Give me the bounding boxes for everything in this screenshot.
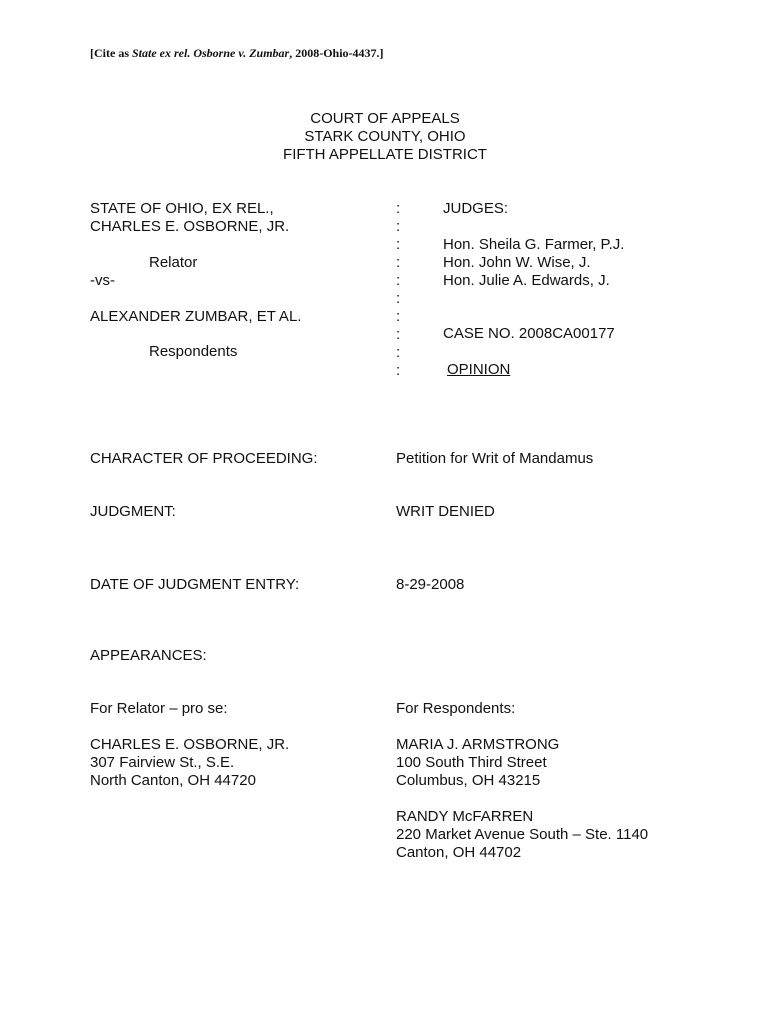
- date-label: DATE OF JUDGMENT ENTRY:: [90, 576, 300, 593]
- court-county: STARK COUNTY, OHIO: [304, 128, 466, 145]
- citation-open: [Cite as: [90, 46, 132, 60]
- appearances-heading: APPEARANCES:: [90, 647, 207, 664]
- relator-line-1: STATE OF OHIO, EX REL.,: [90, 200, 274, 217]
- colon: :: [396, 326, 401, 343]
- colon: :: [396, 236, 401, 253]
- court-name: COURT OF APPEALS: [310, 110, 460, 127]
- citation-line: [90, 44, 384, 62]
- colon: :: [396, 200, 401, 217]
- case-number: CASE NO. 2008CA00177: [443, 325, 615, 342]
- relator-counsel-heading: For Relator – pro se:: [90, 700, 228, 717]
- address-line: RANDY McFARREN: [396, 808, 534, 825]
- judge-name: Hon. John W. Wise, J.: [443, 254, 591, 271]
- colon: :: [396, 254, 401, 271]
- respondent2-address-block: [396, 808, 648, 862]
- versus: -vs-: [90, 272, 115, 289]
- colon: :: [396, 308, 401, 325]
- relator-role: Relator: [149, 254, 198, 271]
- citation-rest: , 2008-Ohio-4437.]: [289, 46, 384, 60]
- address-line: North Canton, OH 44720: [90, 772, 256, 789]
- judgment-label: JUDGMENT:: [90, 503, 176, 520]
- respondent1-address-block: [396, 736, 559, 790]
- judges-label: JUDGES:: [443, 200, 509, 217]
- judge-name: Hon. Sheila G. Farmer, P.J.: [443, 236, 625, 253]
- address-line: MARIA J. ARMSTRONG: [396, 736, 560, 753]
- address-line: 220 Market Avenue South – Ste. 1140: [396, 826, 649, 843]
- address-line: CHARLES E. OSBORNE, JR.: [90, 736, 290, 753]
- colon: :: [396, 218, 401, 235]
- opinion-title: OPINION: [447, 361, 511, 378]
- citation-case-name: State ex rel. Osborne v. Zumbar: [132, 46, 290, 60]
- date-value: 8-29-2008: [396, 576, 465, 593]
- colon: :: [396, 272, 401, 289]
- respondents-counsel-heading: For Respondents:: [396, 700, 516, 717]
- judges-list: [443, 236, 624, 290]
- colon: :: [396, 290, 401, 307]
- address-line: Columbus, OH 43215: [396, 772, 541, 789]
- judge-name: Hon. Julie A. Edwards, J.: [443, 272, 610, 289]
- colon: :: [396, 344, 401, 361]
- judgment-value: WRIT DENIED: [396, 503, 495, 520]
- proceeding-label: CHARACTER OF PROCEEDING:: [90, 450, 318, 467]
- proceeding-value: Petition for Writ of Mandamus: [396, 450, 594, 467]
- colon-column: [396, 200, 400, 380]
- colon: :: [396, 362, 401, 379]
- court-header: [0, 110, 770, 164]
- respondent-role: Respondents: [149, 343, 238, 360]
- respondent-name: ALEXANDER ZUMBAR, ET AL.: [90, 308, 302, 325]
- address-line: 307 Fairview St., S.E.: [90, 754, 235, 771]
- court-district: FIFTH APPELLATE DISTRICT: [283, 146, 487, 163]
- address-line: Canton, OH 44702: [396, 844, 522, 861]
- address-line: 100 South Third Street: [396, 754, 547, 771]
- relator-line-2: CHARLES E. OSBORNE, JR.: [90, 218, 290, 235]
- relator-address-block: [90, 736, 289, 790]
